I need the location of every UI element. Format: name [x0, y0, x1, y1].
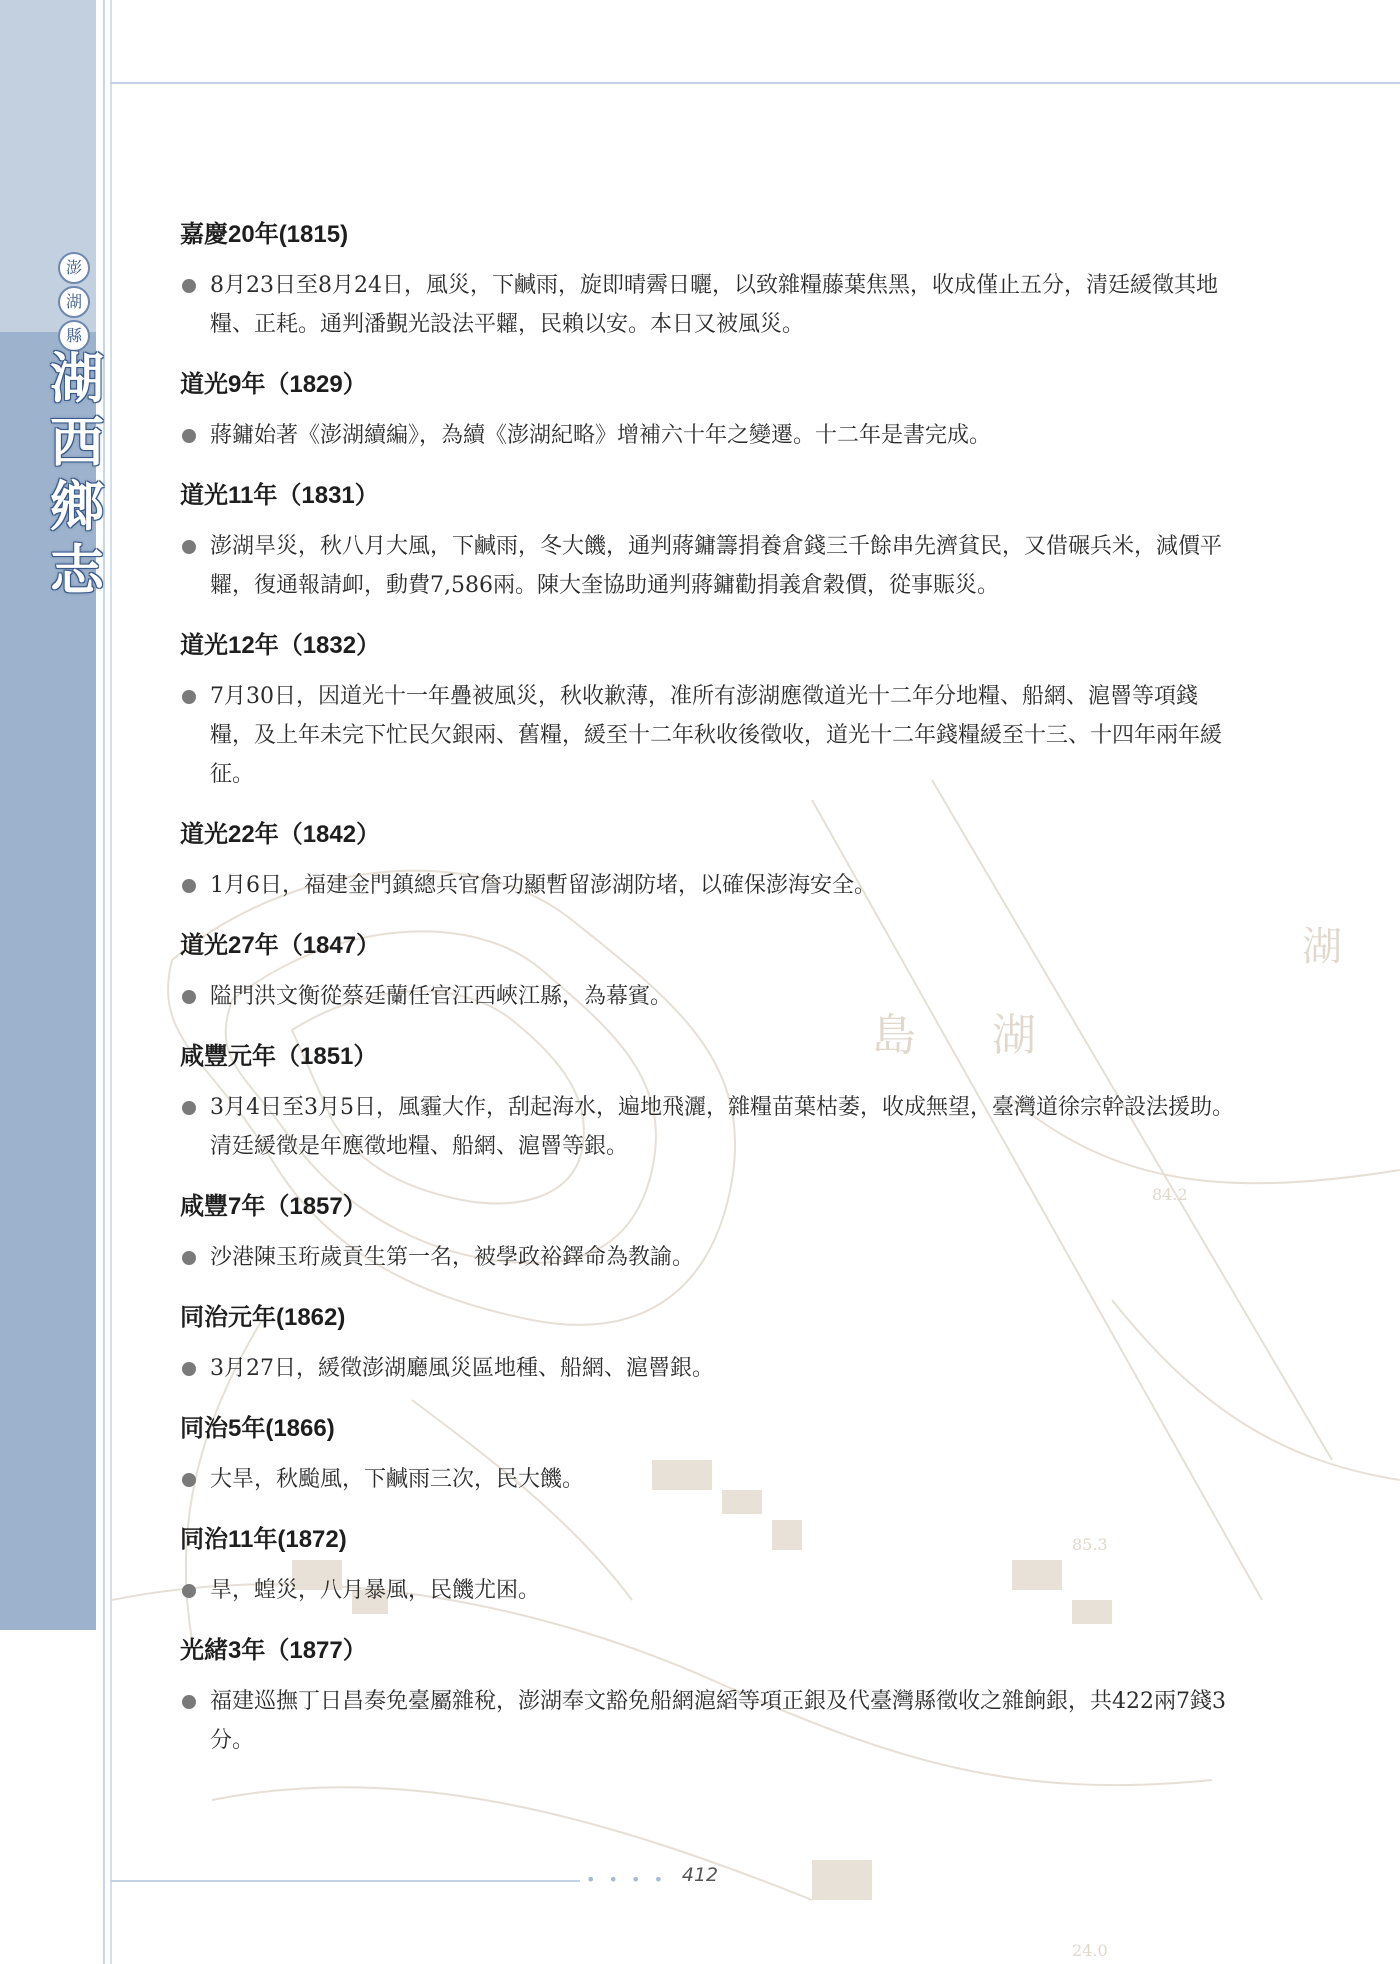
entry-text: 澎湖旱災，秋八月大風，下鹹雨，冬大饑，通判蔣鏞籌捐養倉錢三千餘串先濟貧民，又借碾兵米，減價平糶，復通報請卹，動費7,586兩。陳大奎協助通判蔣鏞勸捐義倉穀價，從事賑災。 — [210, 534, 1223, 598]
county-char: 縣 — [58, 320, 90, 352]
map-label-lake-2: 湖 — [1302, 924, 1342, 970]
entry-year: 咸豐7年（1857） — [180, 1193, 367, 1220]
chronology-entry — [180, 1523, 1240, 1610]
bullet-icon — [182, 279, 196, 293]
entry-year: 道光12年（1832） — [180, 632, 381, 659]
header-rule — [110, 82, 1400, 84]
entry-text: 7月30日，因道光十一年疊被風災，秋收歉薄，准所有澎湖應徵道光十二年分地糧、船網、滬罾等項錢糧，及上年未完下忙民欠銀兩、舊糧，緩至十二年秋收後徵收，道光十二年錢糧緩至十三、十四年兩年緩征。 — [210, 684, 1223, 787]
entry-item — [180, 527, 1240, 605]
entry-item — [180, 1349, 1240, 1388]
entry-item — [180, 416, 1240, 455]
chronology-entry — [180, 1190, 1240, 1277]
bullet-icon — [182, 1362, 196, 1376]
chronology-entry — [180, 1634, 1240, 1760]
entry-year: 道光9年（1829） — [180, 371, 367, 398]
entry-text: 蔣鏞始著《澎湖續編》，為續《澎湖紀略》增補六十年之變遷。十二年是書完成。 — [210, 423, 992, 448]
entry-year: 道光11年（1831） — [180, 482, 379, 509]
bullet-icon — [182, 879, 196, 893]
book-title-char: 鄉 — [50, 474, 104, 538]
chronology-entry — [180, 629, 1240, 794]
entry-item — [180, 1682, 1240, 1760]
sidebar-band-bottom — [0, 1630, 96, 1964]
bullet-icon — [182, 1251, 196, 1265]
chronology-entry — [180, 1301, 1240, 1388]
bullet-icon — [182, 429, 196, 443]
bullet-icon — [182, 690, 196, 704]
entry-year: 光緒3年（1877） — [180, 1637, 367, 1664]
map-label-elev-2: 85.3 — [1072, 1535, 1108, 1554]
entry-year: 道光27年（1847） — [180, 932, 381, 959]
book-title-char: 西 — [50, 410, 104, 474]
entry-text: 3月27日，緩徵澎湖廳風災區地種、船網、滬罾銀。 — [210, 1356, 714, 1381]
entry-text: 大旱，秋颱風，下鹹雨三次，民大饑。 — [210, 1467, 585, 1492]
entry-item — [180, 866, 1240, 905]
chronology-entry — [180, 218, 1240, 344]
county-label — [58, 252, 88, 354]
map-label-elev-1: 84.2 — [1152, 1185, 1188, 1204]
book-title-char: 湖 — [50, 346, 104, 410]
chronology-entry — [180, 929, 1240, 1016]
chronology-entry — [180, 1040, 1240, 1166]
entry-item — [180, 1571, 1240, 1610]
margin-rule — [103, 0, 105, 1964]
page-number: 412 — [681, 1864, 719, 1886]
county-char: 湖 — [58, 286, 90, 318]
entry-text: 3月4日至3月5日，風霾大作，刮起海水，遍地飛灑，雜糧苗葉枯萎，收成無望，臺灣道徐宗幹設法援助。清廷緩徵是年應徵地糧、船網、滬罾等銀。 — [210, 1095, 1234, 1159]
entry-item — [180, 977, 1240, 1016]
map-label-island: 島 — [872, 1010, 916, 1061]
entry-year: 咸豐元年（1851） — [180, 1043, 378, 1070]
chronology — [180, 218, 1240, 1784]
chronology-entry — [180, 479, 1240, 605]
bullet-icon — [182, 1695, 196, 1709]
entry-text: 福建巡撫丁日昌奏免臺屬雜稅，澎湖奉文豁免船網滬縚等項正銀及代臺灣縣徵收之雜餉銀，共422兩7錢3分。 — [210, 1689, 1226, 1753]
chronology-entry — [180, 368, 1240, 455]
entry-text: 8月23日至8月24日，風災，下鹹雨，旋即晴霽日曬，以致雜糧藤葉焦黑，收成僅止五分，清廷緩徵其地糧、正耗。通判潘覲光設法平糶，民賴以安。本日又被風災。 — [210, 273, 1218, 337]
bullet-icon — [182, 540, 196, 554]
bullet-icon — [182, 1584, 196, 1598]
entry-year: 同治元年(1862) — [180, 1304, 346, 1331]
entry-item — [180, 1238, 1240, 1277]
footer-rule — [110, 1880, 580, 1882]
entry-item — [180, 1088, 1240, 1166]
bullet-icon — [182, 1101, 196, 1115]
map-label-lake-1: 湖 — [992, 1010, 1036, 1061]
bullet-icon — [182, 1473, 196, 1487]
bullet-icon — [182, 990, 196, 1004]
entry-text: 旱，蝗災，八月暴風，民饑尤困。 — [210, 1578, 541, 1603]
entry-text: 沙港陳玉珩歲貢生第一名，被學政裕鐸命為教諭。 — [210, 1245, 695, 1270]
entry-item — [180, 1460, 1240, 1499]
entry-item — [180, 266, 1240, 344]
entry-text: 1月6日，福建金門鎮總兵官詹功顯暫留澎湖防堵，以確保澎海安全。 — [210, 873, 876, 898]
entry-year: 道光22年（1842） — [180, 821, 381, 848]
footer-dots: • • • • — [586, 1870, 668, 1889]
chronology-entry — [180, 1412, 1240, 1499]
entry-year: 同治5年(1866) — [180, 1415, 335, 1442]
book-title — [50, 346, 110, 602]
map-label-elev-3: 24.0 — [1072, 1941, 1108, 1960]
entry-item — [180, 677, 1240, 794]
entry-year: 同治11年(1872) — [180, 1526, 347, 1553]
entry-year: 嘉慶20年(1815) — [180, 221, 349, 248]
county-char: 澎 — [58, 252, 90, 284]
chronology-entry — [180, 818, 1240, 905]
entry-text: 隘門洪文衡從蔡廷蘭任官江西峽江縣，為幕賓。 — [210, 984, 673, 1009]
book-title-char: 志 — [50, 538, 104, 602]
